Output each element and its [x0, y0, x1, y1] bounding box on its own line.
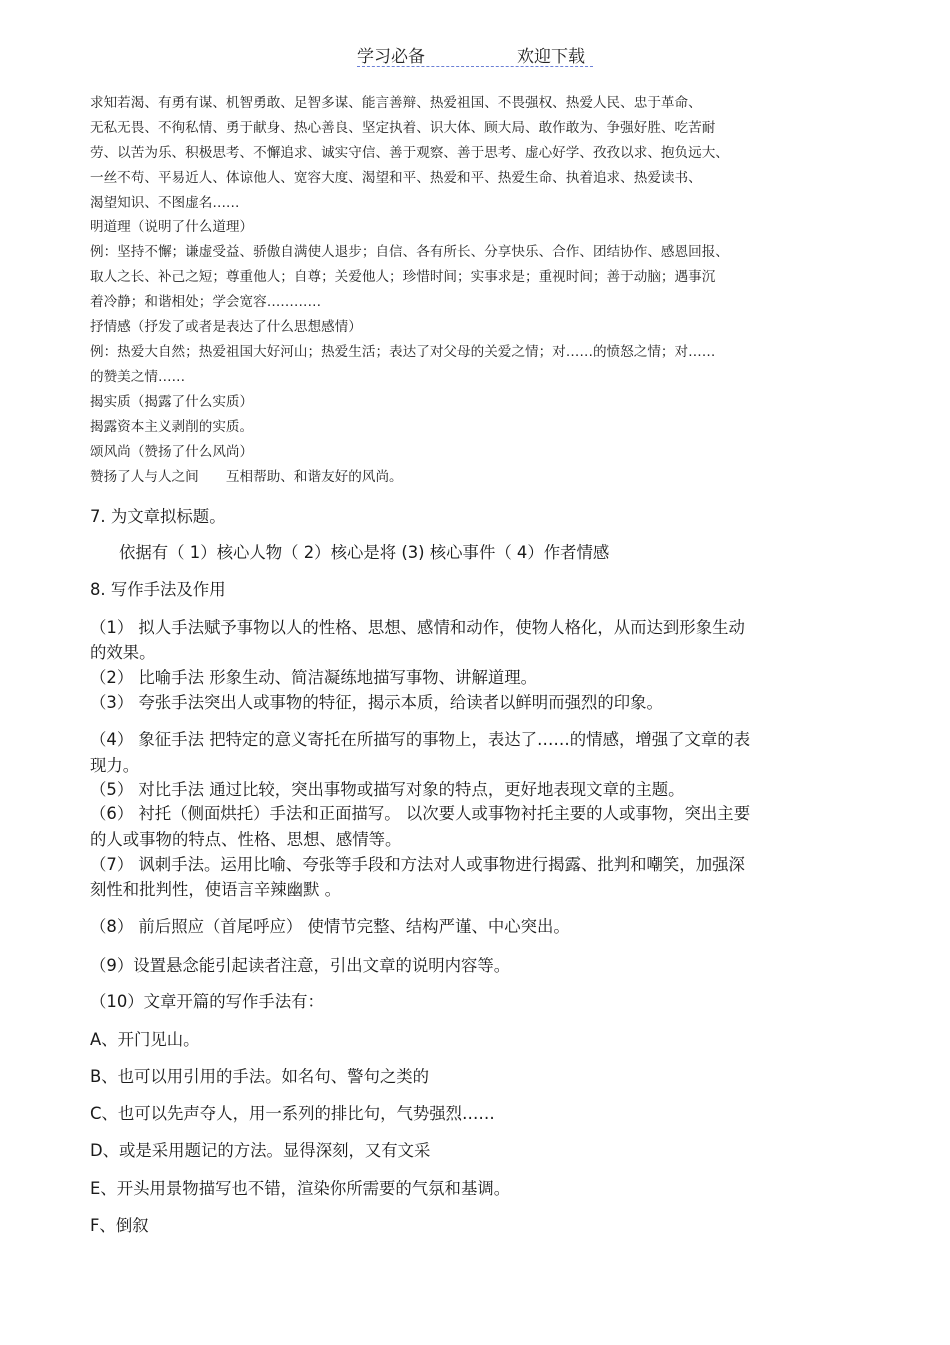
- list-item: （1） 拟人手法赋予事物以人的性格、思想、感情和动作，使物人格化，从而达到形象生动: [90, 618, 745, 637]
- list-item-continuation: 的效果。: [90, 643, 156, 662]
- body-line: 赞扬了人与人之间 互相帮助、和谐友好的风尚。: [90, 469, 403, 485]
- option-item: F、倒叙: [90, 1216, 149, 1235]
- body-line: 的赞美之情……: [90, 369, 186, 385]
- header-right-text: 欢迎下载: [517, 47, 585, 67]
- body-line: 劳、以苦为乐、积极思考、不懈追求、诚实守信、善于观察、善于思考、虚心好学、孜孜以求、抱负远大、: [90, 145, 729, 161]
- list-item: （3） 夸张手法突出人或事物的特征，揭示本质，给读者以鲜明而强烈的印象。: [90, 693, 663, 712]
- option-item: E、开头用景物描写也不错，渲染你所需要的气氛和基调。: [90, 1179, 511, 1198]
- list-item: （6） 衬托（侧面烘托）手法和正面描写。 以次要人或事物衬托主要的人或事物，突出主要: [90, 804, 751, 823]
- list-item-continuation: 刻性和批判性，使语言辛辣幽默 。: [90, 880, 342, 899]
- option-item: D、或是采用题记的方法。显得深刻，又有文采: [90, 1141, 431, 1160]
- list-item: （4） 象征手法 把特定的意义寄托在所描写的事物上，表达了……的情感，增强了文章的表: [90, 730, 751, 749]
- list-item: （7） 讽刺手法。运用比喻、夸张等手段和方法对人或事物进行揭露、批判和嘲笑，加强深: [90, 855, 745, 874]
- option-item: A、开门见山。: [90, 1030, 200, 1049]
- list-item: （9）设置悬念能引起读者注意，引出文章的说明内容等。: [90, 956, 511, 975]
- list-item: （2） 比喻手法 形象生动、简洁凝练地描写事物、讲解道理。: [90, 668, 538, 687]
- body-line: 例：热爱大自然；热爱祖国大好河山；热爱生活；表达了对父母的关爱之情；对……的愤怒之情；对……: [90, 344, 716, 360]
- numbered-heading: 7. 为文章拟标题。: [90, 507, 226, 526]
- body-line: 求知若渴、有勇有谋、机智勇敢、足智多谋、能言善辩、热爱祖国、不畏强权、热爱人民、忠于革命、: [90, 95, 702, 111]
- section-heading: 抒情感（抒发了或者是表达了什么思想感情）: [90, 319, 362, 335]
- header-left-text: 学习必备: [357, 47, 425, 67]
- list-item: （8） 前后照应（首尾呼应） 使情节完整、结构严谨、中心突出。: [90, 917, 570, 936]
- list-item: （10）文章开篇的写作手法有：: [90, 992, 324, 1011]
- page-header: [357, 40, 593, 67]
- list-item-continuation: 的人或事物的特点、性格、思想、感情等。: [90, 830, 402, 849]
- section-heading: 明道理（说明了什么道理）: [90, 219, 254, 235]
- list-item-continuation: 现力。: [90, 756, 140, 775]
- option-item: C、也可以先声夺人，用一系列的排比句，气势强烈……: [90, 1104, 495, 1123]
- body-line: 揭露资本主义剥削的实质。: [90, 419, 254, 435]
- body-line: 渴望知识、不图虚名……: [90, 195, 240, 211]
- section-heading: 揭实质（揭露了什么实质）: [90, 394, 254, 410]
- option-item: B、也可以用引用的手法。如名句、警句之类的: [90, 1067, 430, 1086]
- body-line: 依据有（ 1）核心人物（ 2）核心是将 (3) 核心事件（ 4）作者情感: [119, 543, 610, 562]
- section-heading: 颂风尚（赞扬了什么风尚）: [90, 444, 254, 460]
- list-item: （5） 对比手法 通过比较，突出事物或描写对象的特点，更好地表现文章的主题。: [90, 780, 685, 799]
- body-line: 取人之长、补己之短；尊重他人；自尊；关爱他人；珍惜时间；实事求是；重视时间；善于动脑；遇事沉: [90, 269, 716, 285]
- numbered-heading: 8. 写作手法及作用: [90, 580, 226, 599]
- body-line: 一丝不苟、平易近人、体谅他人、宽容大度、渴望和平、热爱和平、热爱生命、执着追求、热爱读书、: [90, 170, 702, 186]
- body-line: 着冷静；和谐相处；学会宽容…………: [90, 294, 322, 310]
- body-line: 无私无畏、不徇私情、勇于献身、热心善良、坚定执着、识大体、顾大局、敢作敢为、争强好胜、吃苦耐: [90, 120, 716, 136]
- body-line: 例：坚持不懈；谦虚受益、骄傲自满使人退步；自信、各有所长、分享快乐、合作、团结协作、感恩回报、: [90, 244, 729, 260]
